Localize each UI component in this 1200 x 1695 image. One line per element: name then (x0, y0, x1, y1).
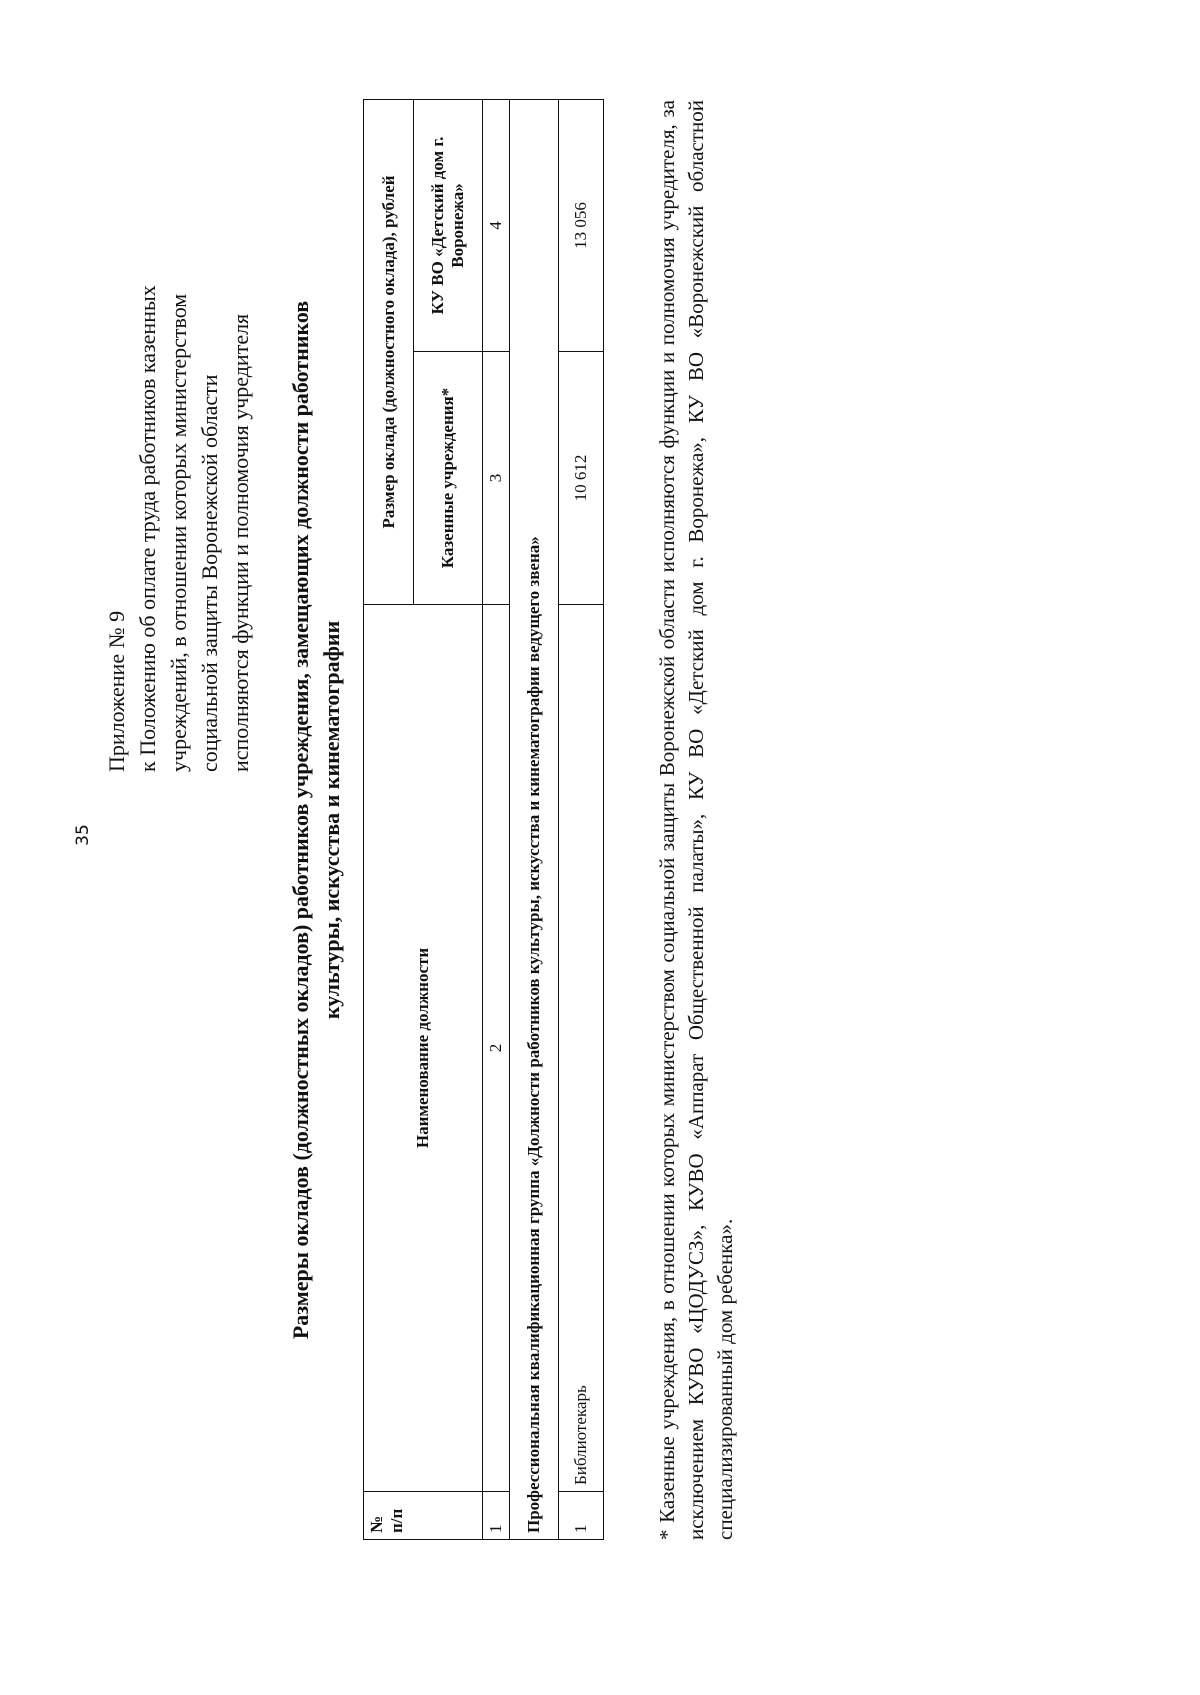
appendix-line: Приложение № 9 (104, 610, 129, 772)
row-house-salary: 13 056 (559, 99, 604, 351)
table-header-row (364, 99, 414, 1539)
title-line-2: культуры, искусства и кинематографии (319, 620, 344, 1020)
appendix-line: исполняются функции и полномочия учредителя (228, 313, 253, 772)
index-cell: 3 (483, 352, 510, 605)
table-group-row (510, 99, 559, 1539)
header-position-name: Наименование должности (364, 605, 483, 1492)
salary-table (363, 99, 604, 1540)
header-state-institutions: Казенные учреждения* (414, 352, 483, 605)
title-line-1: Размеры окладов (должностных окладов) работников учреждения, замещающих должности работников (288, 300, 313, 1340)
appendix-line: к Положению об оплате труда работников казенных (135, 285, 160, 772)
header-children-house: КУ ВО «Детский дом г. Воронежа» (414, 99, 483, 351)
document-page (63, 70, 737, 1600)
footnote: * Казенные учреждения, в отношении которых министерством социальной защиты Воронежской области исполняются функции и полномочия учредителя, за исключением КУВО «ЦОДУСЗ», КУВО «Аппарат Общественной палаты», КУ ВО «Детский дом г. Воронежа», КУ ВО «Воронежский областной специализированный дом ребенка». (655, 100, 737, 1540)
appendix-line: социальной защиты Воронежской области (197, 374, 222, 772)
row-position-name: Библиотекарь (559, 605, 604, 1492)
qualification-group-label: Профессиональная квалификационная группа «Должности работников культуры, искусства и кинематографии ведущего звена» (510, 99, 559, 1539)
header-salary-text: Размер оклада (должностного оклада), рублей (379, 175, 398, 529)
header-num: № п/п (364, 1492, 483, 1540)
index-cell: 1 (483, 1492, 510, 1540)
table-row (559, 99, 604, 1539)
index-cell: 4 (483, 99, 510, 351)
index-cell: 2 (483, 605, 510, 1492)
header-salary-group (364, 99, 414, 604)
document-title (285, 100, 347, 1540)
table-index-row (483, 99, 510, 1539)
page-number: 35 (73, 824, 93, 846)
row-state-salary: 10 612 (559, 352, 604, 605)
appendix-line: учреждений, в отношении которых министерством (166, 293, 191, 772)
appendix-header (101, 132, 256, 772)
row-num: 1 (559, 1492, 604, 1540)
